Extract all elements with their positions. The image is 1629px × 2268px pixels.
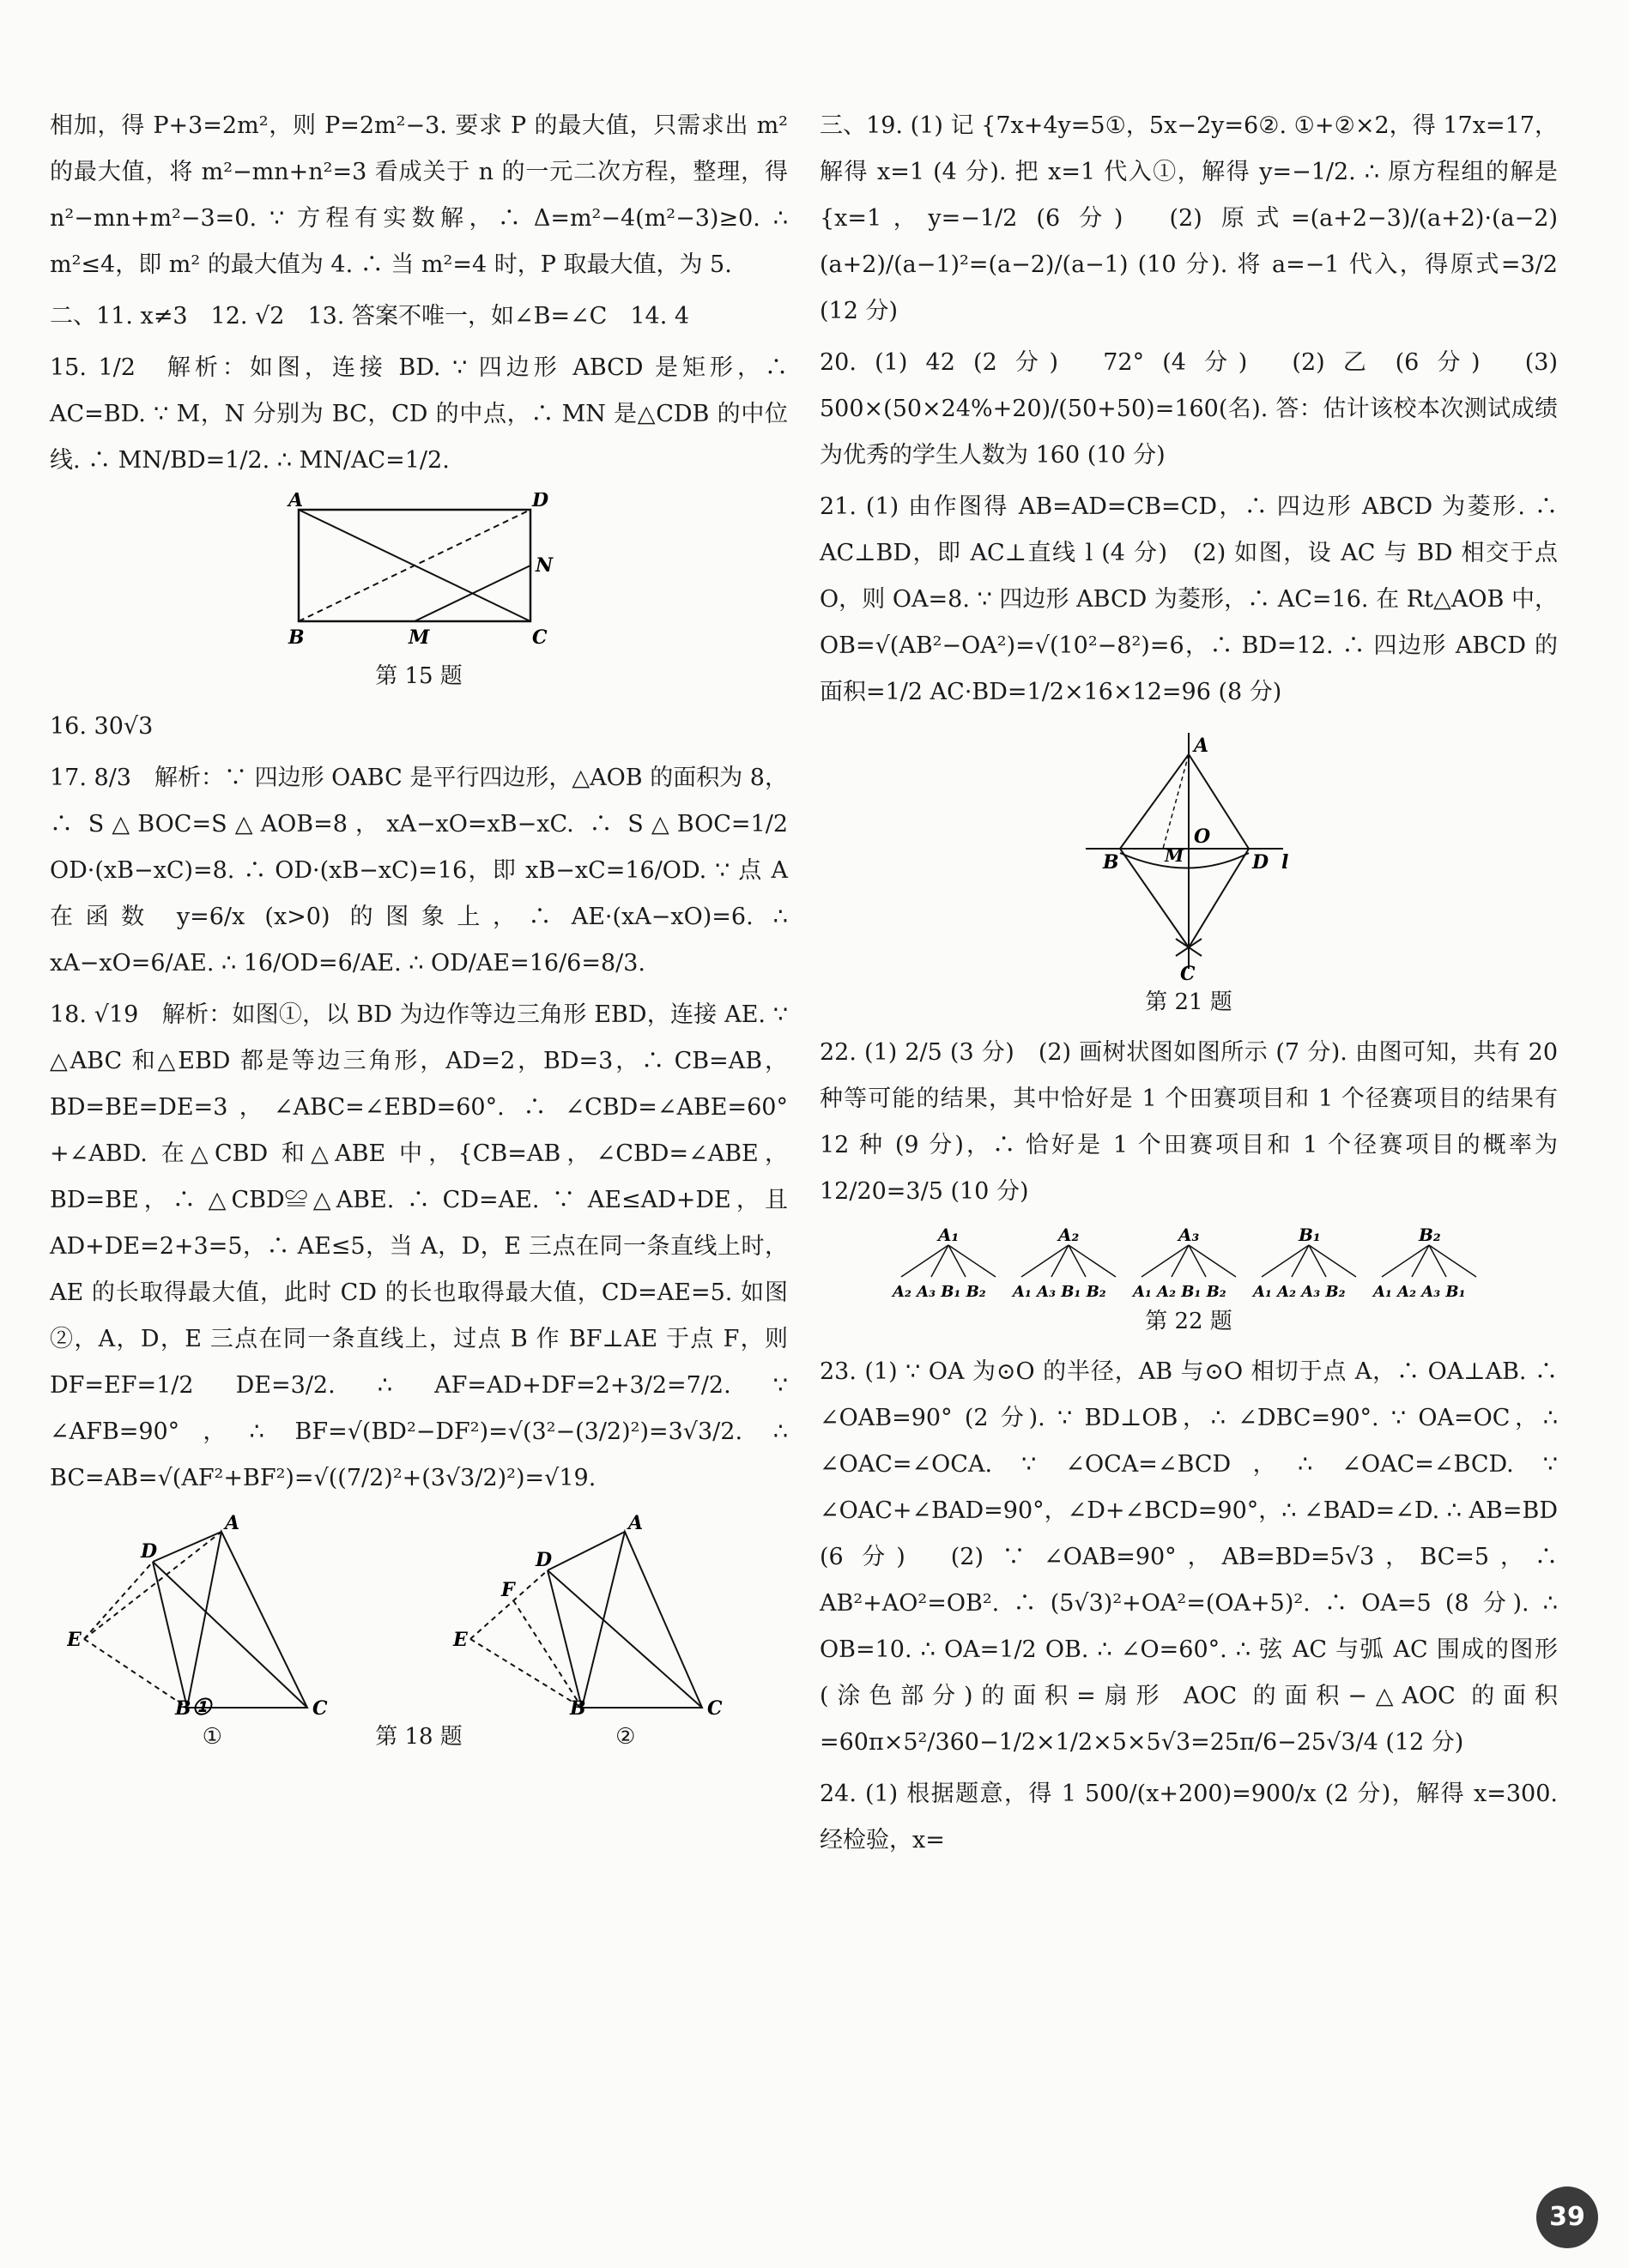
figure-22-tree-diagram xyxy=(888,1224,1489,1301)
paragraph-q17: 17. 8/3 解析：∵ 四边形 OABC 是平行四边形，△AOB 的面积为 8，∴ S△BOC=S△AOB=8，xA−xO=xB−xC. ∴ S△BOC=1/2 OD·(xB−xC)=8. ∴ OD·(xB−xC)=16，即 xB−xC=16/OD. ∵ 点 A 在函数 y=6/x (x>0) 的图象上，∴ AE·(xA−xO)=6. ∴ xA−xO=6/AE. ∴ 16/OD=6/AE. ∴ OD/AE=16/6=8/3. xyxy=(50,765,796,977)
paragraph-q10-end: 相加，得 P+3=2m²，则 P=2m²−3. 要求 P 的最大值，只需求出 m² 的最大值，将 m²−mn+n²=3 看成关于 n 的一元二次方程，整理，得 n²−mn+m²−3=0. ∵ 方程有实数解，∴ Δ=m²−4(m²−3)≥0. ∴ m²≤4，即 m² 的最大值为 4. ∴ 当 m²=4 时，P 取最大值，为 5. xyxy=(50,112,796,278)
svg-text:E: E xyxy=(67,1629,82,1651)
svg-text:A₁: A₁ xyxy=(938,1225,960,1245)
paragraph-q15: 15. 1/2 解析：如图，连接 BD. ∵ 四边形 ABCD 是矩形，∴ AC=BD. ∵ M，N 分别为 BC，CD 的中点，∴ MN 是△CDB 的中位线. ∴ MN/BD=1/2. ∴ MN/AC=1/2. xyxy=(50,354,796,474)
label-N: N xyxy=(536,554,554,577)
paragraph-q22: 22. (1) 2/5 (3 分) (2) 画树状图如图所示 (7 分). 由图可知，共有 20 种等可能的结果，其中恰好是 1 个田赛项目和 1 个径赛项目的结果有 12 种 (9 分)，∴ 恰好是 1 个田赛项目和 1 个径赛项目的概率为 12/20=3/5 (10 分) xyxy=(820,1039,1565,1205)
svg-text:D: D xyxy=(141,1540,158,1563)
svg-text:B: B xyxy=(570,1697,586,1716)
paragraph-q11-14: 二、11. x≠3 12. √2 13. 答案不唯一，如∠B=∠C 14. 4 xyxy=(50,303,690,330)
tree-b1 xyxy=(1262,1245,1356,1277)
tree-a1 xyxy=(901,1245,996,1277)
svg-text:O: O xyxy=(1194,826,1211,848)
label-B: B xyxy=(288,626,305,649)
label-A: A xyxy=(288,493,304,511)
svg-text:A: A xyxy=(1194,735,1209,757)
svg-text:A₁ A₂ A₃ B₁: A₁ A₂ A₃ B₁ xyxy=(1373,1283,1466,1301)
paragraph-q23: 23. (1) ∵ OA 为⊙O 的半径，AB 与⊙O 相切于点 A，∴ OA⊥AB. ∴ ∠OAB=90° (2 分). ∵ BD⊥OB，∴ ∠DBC=90°. ∵ OA=OC，∴ ∠OAC=∠OCA. ∵ ∠OCA=∠BCD，∴ ∠OAC=∠BCD. ∵ ∠OAC+∠BAD=90°，∠D+∠BCD=90°，∴ ∠BAD=∠D. ∴ AB=BD (6 分) (2) ∵ ∠OAB=90°，AB=BD=5√3，BC=5，∴ AB²+AO²=OB². ∴ (5√3)²+OA²=(OA+5)². ∴ OA=5 (8 分). ∴ OB=10. ∴ OA=1/2 OB. ∴ ∠O=60°. ∴ 弦 AC 与弧 AC 围成的图形(涂色部分)的面积=扇形 AOC 的面积−△AOC 的面积=60π×5²/360−1/2×1/2×5×5√3=25π/6−25√3/4 (12 分) xyxy=(820,1358,1565,1756)
paragraph-q19: 三、19. (1) 记 {7x+4y=5①，5x−2y=6②. ①+②×2，得 17x=17，解得 x=1 (4 分). 把 x=1 代入①，解得 y=−1/2. ∴ 原方程组的解是 {x=1，y=−1/2 (6 分) (2) 原式=(a+2−3)/(a+2)·(a−2)(a+2)/(a−1)²=(a−2)/(a−1) (10 分). 将 a=−1 代入，得原式=3/2 (12 分) xyxy=(820,112,1565,324)
svg-text:B: B xyxy=(1103,851,1119,874)
paragraph-q18: 18. √19 解析：如图①，以 BD 为边作等边三角形 EBD，连接 AE. ∵ △ABC 和△EBD 都是等边三角形，AD=2，BD=3，∴ CB=AB，BD=BE=DE=3，∠ABC=∠EBD=60°. ∴ ∠CBD=∠ABE=60°+∠ABD. 在△CBD 和△ABE 中，{CB=AB，∠CBD=∠ABE，BD=BE，∴ △CBD≌△ABE. ∴ CD=AE. ∵ AE≤AD+DE，且 AD+DE=2+3=5，∴ AE≤5，当 A，D，E 三点在同一条直线上时，AE 的长取得最大值，此时 CD 的长也取得最大值，CD=AE=5. 如图②，A，D，E 三点在同一条直线上，过点 B 作 BF⊥AE 于点 F，则 DF=EF=1/2 DE=3/2. ∴ AF=AD+DF=2+3/2=7/2. ∵ ∠AFB=90°，∴ BF=√(BD²−DF²)=√(3²−(3/2)²)=3√3/2. ∴ BC=AB=√(AF²+BF²)=√((7/2)²+(3√3/2)²)=√19. xyxy=(50,1001,796,1491)
svg-text:A₂ A₃ B₁ B₂: A₂ A₃ B₁ B₂ xyxy=(893,1283,986,1301)
svg-text:A₂: A₂ xyxy=(1058,1225,1080,1245)
figure-18-diagrams xyxy=(67,1510,771,1716)
svg-text:D: D xyxy=(1252,851,1269,874)
paragraph-q16: 16. 30√3 xyxy=(50,713,154,740)
svg-text:F: F xyxy=(501,1579,515,1601)
figure-21-caption: 第 21 题 xyxy=(1145,989,1232,1015)
svg-text:①: ① xyxy=(191,1695,212,1716)
svg-text:A₁ A₂ B₁ B₂: A₁ A₂ B₁ B₂ xyxy=(1133,1283,1226,1301)
tree-b2 xyxy=(1382,1245,1476,1277)
svg-text:B₁: B₁ xyxy=(1299,1225,1321,1245)
left-column xyxy=(50,103,796,1764)
svg-text:C: C xyxy=(312,1697,328,1716)
svg-text:A: A xyxy=(225,1512,240,1534)
page-number: 39 xyxy=(1536,2186,1598,2248)
svg-text:A₁ A₃ B₁ B₂: A₁ A₃ B₁ B₂ xyxy=(1013,1283,1106,1301)
tree-a3 xyxy=(1142,1245,1236,1277)
label-D: D xyxy=(532,493,549,511)
figure-21-rhombus xyxy=(1077,724,1300,982)
svg-text:D: D xyxy=(536,1549,553,1571)
svg-text:M: M xyxy=(1165,845,1184,866)
figure-15-caption: 第 15 题 xyxy=(375,663,463,689)
svg-text:B₂: B₂ xyxy=(1419,1225,1441,1245)
label-M: M xyxy=(409,626,430,649)
tree-a2 xyxy=(1021,1245,1116,1277)
svg-text:A: A xyxy=(628,1512,644,1534)
right-column xyxy=(820,103,1565,1869)
paragraph-q24: 24. (1) 根据题意，得 1 500/(x+200)=900/x (2 分)，解得 x=300. 经检验，x= xyxy=(820,1781,1565,1854)
svg-text:B: B xyxy=(175,1697,191,1716)
figure-15-rectangle xyxy=(264,493,573,656)
paragraph-q20: 20. (1) 42 (2 分) 72° (4 分) (2) 乙 (6 分) (3) 500×(50×24%+20)/(50+50)=160(名). 答：估计该校本次测试成绩为优秀的学生人数为 160 (10 分) xyxy=(820,349,1565,469)
svg-text:C: C xyxy=(707,1697,723,1716)
svg-text:E: E xyxy=(453,1629,468,1651)
svg-text:A₁ A₂ A₃ B₂: A₁ A₂ A₃ B₂ xyxy=(1253,1283,1346,1301)
svg-text:C: C xyxy=(1180,963,1196,982)
label-C: C xyxy=(532,626,548,649)
figure-22-caption: 第 22 题 xyxy=(1145,1309,1232,1334)
figure-18-caption: ① 第 18 题 ② xyxy=(202,1724,636,1750)
paragraph-q21: 21. (1) 由作图得 AB=AD=CB=CD，∴ 四边形 ABCD 为菱形. ∴ AC⊥BD，即 AC⊥直线 l (4 分) (2) 如图，设 AC 与 BD 相交于点 O，则 OA=8. ∵ 四边形 ABCD 为菱形，∴ AC=16. 在 Rt△AOB 中，OB=√(AB²−OA²)=√(10²−8²)=6，∴ BD=12. ∴ 四边形 ABCD 的面积=1/2 AC·BD=1/2×16×12=96 (8 分) xyxy=(820,493,1565,705)
svg-text:A₃: A₃ xyxy=(1178,1225,1200,1245)
svg-text:l: l xyxy=(1281,851,1289,874)
